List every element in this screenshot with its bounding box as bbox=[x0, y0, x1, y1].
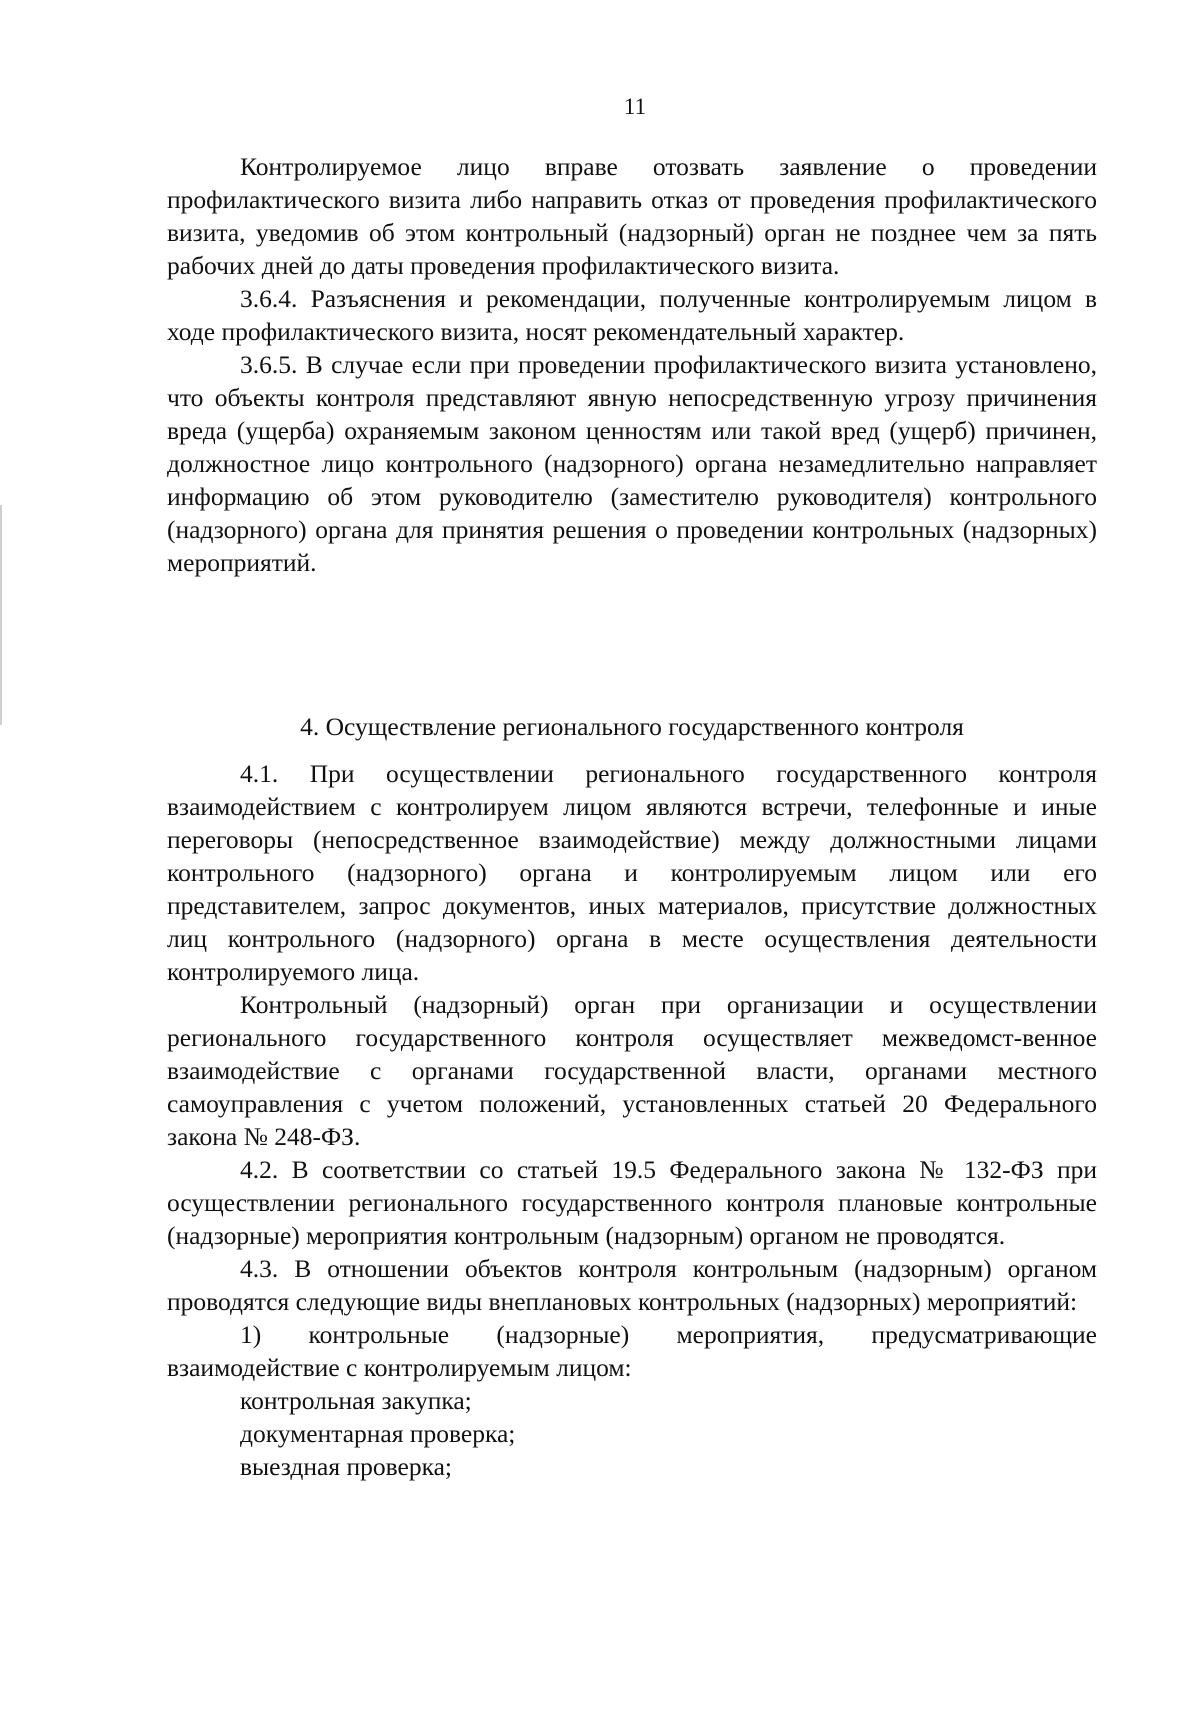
list-item: контрольная закупка; bbox=[240, 1386, 472, 1415]
paragraph-4-2: 4.2. В соответствии со статьей 19.5 Федерального закона № 132-ФЗ при осуществлении регионального государственного контроля плановые контрольные (надзорные) мероприятия контрольным (надзорным) органом не проводятся. bbox=[167, 1155, 1097, 1250]
paragraph-interagency: Контрольный (надзорный) орган при организации и осуществлении регионального государственного контроля осуществляет межведомст-венное взаимодействие с органами государственной власти, органами местного самоуправления с учетом положений, установленных статьей 20 Федерального закона № 248-ФЗ. bbox=[167, 990, 1097, 1151]
paragraph-3-6-5: 3.6.5. В случае если при проведении профилактического визита установлено, что объекты контроля представляют явную непосредственную угрозу причинения вреда (ущерба) охраняемым законом ценностям или такой вред (ущерб) причинен, должностное лицо контрольного (надзорного) органа незамедлительно направляет информацию об этом руководителю (заместителю руководителя) контрольного (надзорного) органа для принятия решения о проведении контрольных (надзорных) мероприятий. bbox=[167, 350, 1097, 577]
paragraph-3-6-4: 3.6.4. Разъяснения и рекомендации, полученные контролируемым лицом в ходе профилактического визита, носят рекомендательный характер. bbox=[167, 284, 1097, 346]
paragraph-4-3: 4.3. В отношении объектов контроля контрольным (надзорным) органом проводятся следующие виды внеплановых контрольных (надзорных) мероприятий: bbox=[167, 1254, 1097, 1316]
section-3-text bbox=[167, 150, 1097, 579]
scan-edge-mark bbox=[0, 505, 2, 725]
page-number: 11 bbox=[623, 94, 647, 119]
paragraph-withdraw-statement: Контролируемое лицо вправе отозвать заявление о проведении профилактического визита либо направить отказ от проведения профилактического визита, уведомив об этом контрольный (надзорный) орган не позднее чем за пять рабочих дней до даты проведения профилактического визита. bbox=[167, 152, 1097, 280]
section-4-text bbox=[167, 757, 1097, 1483]
list-item: выездная проверка; bbox=[240, 1452, 452, 1481]
paragraph-4-1: 4.1. При осуществлении регионального государственного контроля взаимодействием с контролируем лицом являются встречи, телефонные и иные переговоры (непосредственное взаимодействие) между должностными лицами контрольного (надзорного) органа и контролируемым лицом или его представителем, запрос документов, иных материалов, присутствие должностных лиц контрольного (надзорного) органа в месте осуществления деятельности контролируемого лица. bbox=[167, 759, 1097, 986]
section-4-heading: 4. Осуществление регионального государственного контроля bbox=[300, 712, 964, 741]
list-item: документарная проверка; bbox=[240, 1419, 516, 1448]
paragraph-item-1: 1) контрольные (надзорные) мероприятия, предусматривающие взаимодействие с контролируемым лицом: bbox=[167, 1320, 1097, 1382]
